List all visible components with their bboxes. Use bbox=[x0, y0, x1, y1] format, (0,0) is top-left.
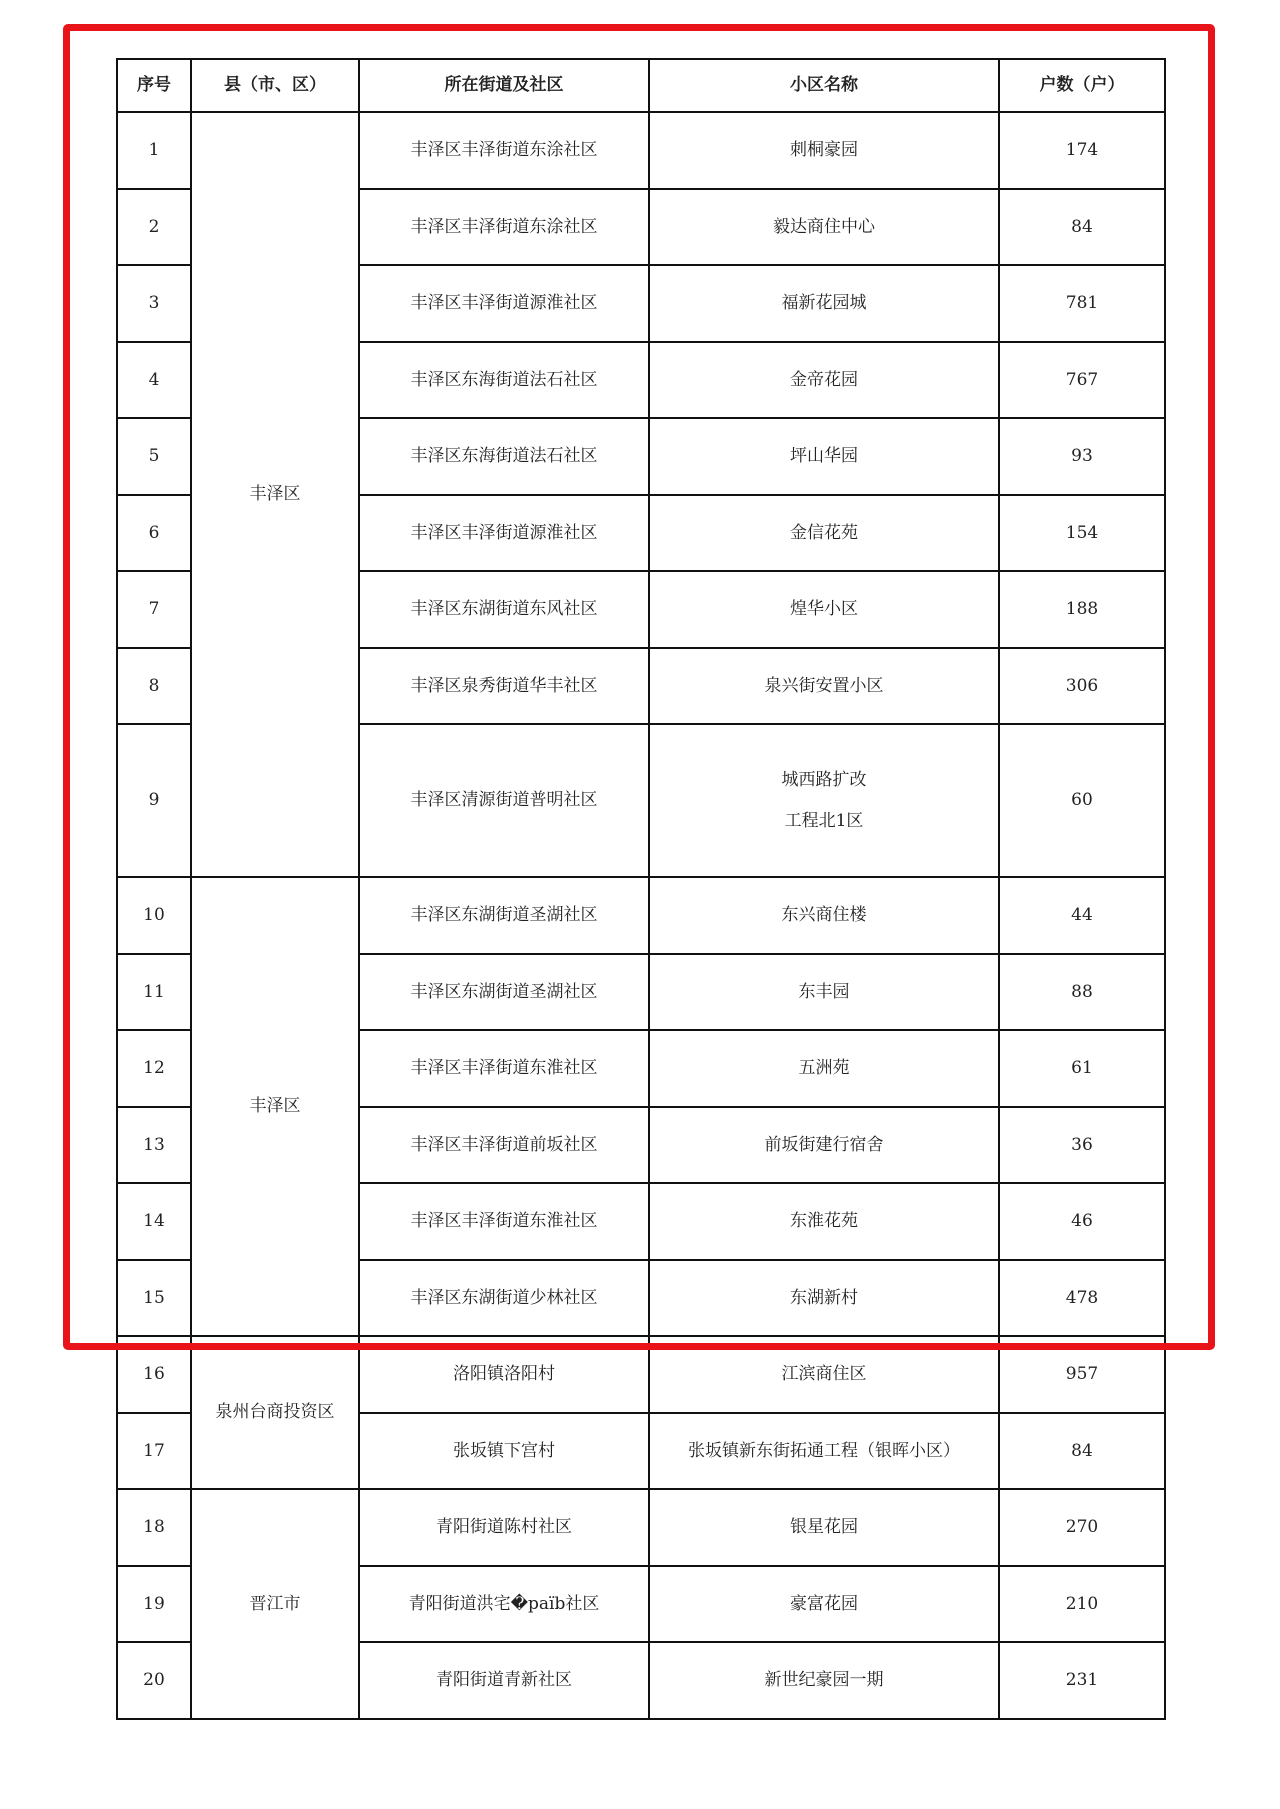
community-name-line: 刺桐豪园 bbox=[790, 140, 858, 161]
community-name-line: 福新花园城 bbox=[781, 293, 867, 314]
cell-households: 174 bbox=[999, 112, 1165, 189]
cell-street: 丰泽区丰泽街道东涂社区 bbox=[359, 189, 649, 266]
header-seq: 序号 bbox=[117, 59, 191, 112]
header-households: 户数（户） bbox=[999, 59, 1165, 112]
table-row bbox=[117, 1489, 1165, 1566]
header-row bbox=[117, 59, 1165, 112]
cell-street: 丰泽区东湖街道东风社区 bbox=[359, 571, 649, 648]
cell-street: 青阳街道陈村社区 bbox=[359, 1489, 649, 1566]
cell-street: 丰泽区丰泽街道东涂社区 bbox=[359, 112, 649, 189]
cell-seq: 10 bbox=[117, 877, 191, 954]
community-name-line: 银星花园 bbox=[790, 1517, 858, 1538]
cell-community-name bbox=[649, 495, 999, 572]
cell-households: 60 bbox=[999, 724, 1165, 877]
cell-households: 270 bbox=[999, 1489, 1165, 1566]
cell-seq: 13 bbox=[117, 1107, 191, 1184]
community-name-line: 新世纪豪园一期 bbox=[764, 1670, 884, 1691]
community-table bbox=[116, 58, 1166, 1720]
table-row bbox=[117, 877, 1165, 954]
cell-households: 44 bbox=[999, 877, 1165, 954]
cell-seq: 6 bbox=[117, 495, 191, 572]
cell-seq: 5 bbox=[117, 418, 191, 495]
cell-street: 丰泽区丰泽街道源淮社区 bbox=[359, 495, 649, 572]
cell-households: 188 bbox=[999, 571, 1165, 648]
cell-street: 丰泽区丰泽街道前坂社区 bbox=[359, 1107, 649, 1184]
cell-households: 88 bbox=[999, 954, 1165, 1031]
cell-street: 丰泽区东海街道法石社区 bbox=[359, 342, 649, 419]
community-name-line: 金信花苑 bbox=[790, 522, 858, 543]
cell-community-name bbox=[649, 648, 999, 725]
header-street: 所在街道及社区 bbox=[359, 59, 649, 112]
cell-seq: 4 bbox=[117, 342, 191, 419]
cell-households: 767 bbox=[999, 342, 1165, 419]
cell-community-name bbox=[649, 1030, 999, 1107]
cell-community-name bbox=[649, 1642, 999, 1719]
community-name-line: 东湖新村 bbox=[790, 1287, 858, 1308]
cell-street: 丰泽区丰泽街道东淮社区 bbox=[359, 1183, 649, 1260]
cell-county: 丰泽区 bbox=[191, 877, 359, 1336]
cell-households: 781 bbox=[999, 265, 1165, 342]
cell-community-name bbox=[649, 1183, 999, 1260]
community-name-line: 东丰园 bbox=[798, 981, 850, 1002]
cell-community-name bbox=[649, 1107, 999, 1184]
cell-households: 957 bbox=[999, 1336, 1165, 1413]
cell-seq: 17 bbox=[117, 1413, 191, 1490]
cell-street: 丰泽区清源街道普明社区 bbox=[359, 724, 649, 877]
cell-seq: 19 bbox=[117, 1566, 191, 1643]
cell-seq: 15 bbox=[117, 1260, 191, 1337]
cell-street: 丰泽区东湖街道圣湖社区 bbox=[359, 954, 649, 1031]
table-row bbox=[117, 112, 1165, 189]
cell-seq: 16 bbox=[117, 1336, 191, 1413]
header-county: 县（市、区） bbox=[191, 59, 359, 112]
cell-community-name bbox=[649, 1566, 999, 1643]
cell-households: 478 bbox=[999, 1260, 1165, 1337]
cell-community-name bbox=[649, 877, 999, 954]
cell-county: 丰泽区 bbox=[191, 112, 359, 877]
cell-seq: 3 bbox=[117, 265, 191, 342]
cell-county: 晋江市 bbox=[191, 1489, 359, 1719]
cell-community-name bbox=[649, 571, 999, 648]
cell-households: 61 bbox=[999, 1030, 1165, 1107]
cell-seq: 11 bbox=[117, 954, 191, 1031]
cell-households: 306 bbox=[999, 648, 1165, 725]
community-name-line: 工程北1区 bbox=[784, 810, 864, 831]
cell-community-name bbox=[649, 1260, 999, 1337]
community-name-line: 毅达商住中心 bbox=[773, 216, 875, 237]
cell-seq: 2 bbox=[117, 189, 191, 266]
community-name-line: 张坂镇新东街拓通工程（银晖小区） bbox=[688, 1440, 960, 1461]
cell-seq: 8 bbox=[117, 648, 191, 725]
cell-seq: 7 bbox=[117, 571, 191, 648]
community-name-line: 坪山华园 bbox=[790, 446, 858, 467]
community-name-line: 江滨商住区 bbox=[781, 1364, 867, 1385]
cell-street: 丰泽区丰泽街道东淮社区 bbox=[359, 1030, 649, 1107]
cell-community-name bbox=[649, 265, 999, 342]
cell-community-name bbox=[649, 1413, 999, 1490]
cell-seq: 9 bbox=[117, 724, 191, 877]
cell-community-name bbox=[649, 189, 999, 266]
cell-street: 丰泽区泉秀街道华丰社区 bbox=[359, 648, 649, 725]
cell-community-name bbox=[649, 954, 999, 1031]
cell-households: 154 bbox=[999, 495, 1165, 572]
cell-street: 张坂镇下宫村 bbox=[359, 1413, 649, 1490]
cell-community-name bbox=[649, 112, 999, 189]
cell-seq: 12 bbox=[117, 1030, 191, 1107]
cell-households: 36 bbox=[999, 1107, 1165, 1184]
cell-households: 84 bbox=[999, 189, 1165, 266]
cell-seq: 1 bbox=[117, 112, 191, 189]
community-name-line: 东兴商住楼 bbox=[781, 905, 867, 926]
community-name-line: 东淮花苑 bbox=[790, 1211, 858, 1232]
cell-street: 丰泽区东湖街道圣湖社区 bbox=[359, 877, 649, 954]
cell-community-name bbox=[649, 342, 999, 419]
community-name-line: 豪富花园 bbox=[790, 1593, 858, 1614]
community-name-line: 泉兴街安置小区 bbox=[764, 675, 884, 696]
cell-community-name bbox=[649, 724, 999, 877]
cell-county: 泉州台商投资区 bbox=[191, 1336, 359, 1489]
cell-street: 洛阳镇洛阳村 bbox=[359, 1336, 649, 1413]
cell-seq: 14 bbox=[117, 1183, 191, 1260]
cell-households: 210 bbox=[999, 1566, 1165, 1643]
cell-seq: 18 bbox=[117, 1489, 191, 1566]
cell-street: 丰泽区东海街道法石社区 bbox=[359, 418, 649, 495]
table-row bbox=[117, 1336, 1165, 1413]
cell-street: 丰泽区东湖街道少林社区 bbox=[359, 1260, 649, 1337]
cell-community-name bbox=[649, 1489, 999, 1566]
cell-households: 46 bbox=[999, 1183, 1165, 1260]
cell-households: 231 bbox=[999, 1642, 1165, 1719]
cell-street: 青阳街道青新社区 bbox=[359, 1642, 649, 1719]
community-name-line: 前坂街建行宿舍 bbox=[764, 1134, 884, 1155]
cell-community-name bbox=[649, 418, 999, 495]
cell-households: 84 bbox=[999, 1413, 1165, 1490]
cell-street: 丰泽区丰泽街道源淮社区 bbox=[359, 265, 649, 342]
cell-street: 青阳街道洪宅�païb社区 bbox=[359, 1566, 649, 1643]
community-name-line: 煌华小区 bbox=[790, 599, 858, 620]
cell-community-name bbox=[649, 1336, 999, 1413]
header-name: 小区名称 bbox=[649, 59, 999, 112]
cell-seq: 20 bbox=[117, 1642, 191, 1719]
community-name-line: 城西路扩改 bbox=[781, 770, 867, 791]
community-name-line: 五洲苑 bbox=[798, 1058, 850, 1079]
cell-households: 93 bbox=[999, 418, 1165, 495]
community-name-line: 金帝花园 bbox=[790, 369, 858, 390]
